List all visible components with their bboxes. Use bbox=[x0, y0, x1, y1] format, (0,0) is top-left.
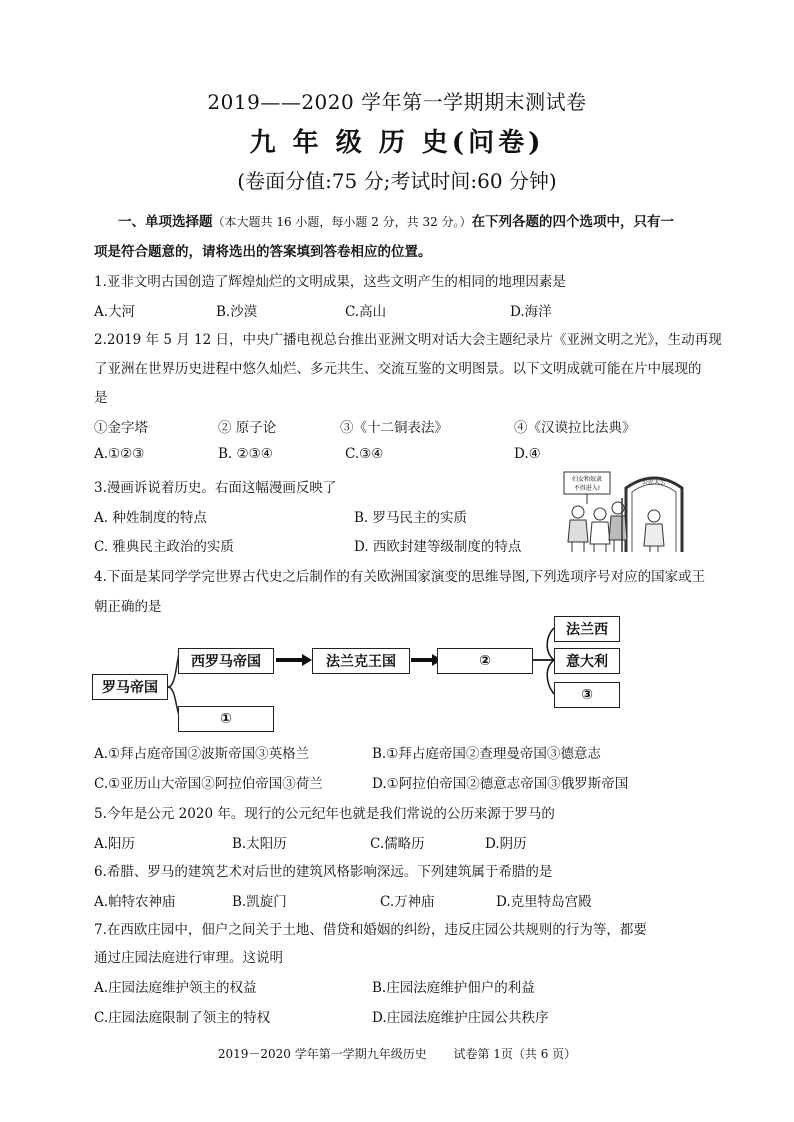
q7-stem-2: 通过庄园法庭进行审理。这说明 bbox=[94, 950, 283, 966]
q2-option-b[interactable]: B. ②③④ bbox=[218, 446, 273, 462]
q5-option-b[interactable]: B.太阳历 bbox=[232, 836, 287, 852]
q2-item-4: ④《汉谟拉比法典》 bbox=[514, 420, 636, 436]
democracy-cartoon-image bbox=[556, 468, 690, 554]
q6-option-a[interactable]: A.帕特农神庙 bbox=[94, 894, 176, 910]
exam-subject-title: 九 年 级 历 史(问卷) bbox=[249, 128, 545, 158]
exam-score-time: (卷面分值:75 分;考试时间:60 分钟) bbox=[237, 169, 557, 193]
q3-option-c[interactable]: C. 雅典民主政治的实质 bbox=[94, 539, 234, 555]
mindmap-blank-1-label: ① bbox=[220, 711, 232, 727]
q1-option-c[interactable]: C.高山 bbox=[345, 304, 387, 320]
page-footer bbox=[0, 1045, 794, 1062]
q7-stem-1: 7.在西欧庄园中，佃户之间关于土地、借贷和婚姻的纠纷，违反庄园公共规则的行为等，都要 bbox=[94, 922, 647, 938]
mindmap-frankish-box bbox=[312, 648, 410, 674]
cartoon-sign-text-1: 妇女和奴隶 bbox=[571, 476, 603, 483]
mindmap-blank-2-label: ② bbox=[479, 653, 491, 669]
q7-option-c[interactable]: C.庄园法庭限制了领主的特权 bbox=[94, 1010, 271, 1026]
q2-option-c[interactable]: C.③④ bbox=[345, 446, 384, 462]
q1-option-a[interactable]: A.大河 bbox=[94, 304, 136, 320]
mindmap-italy-label: 意大利 bbox=[566, 654, 608, 670]
q1-option-d[interactable]: D.海洋 bbox=[510, 304, 552, 320]
section-heading: 一、单项选择题 bbox=[118, 214, 213, 230]
mindmap-frankish-label: 法兰克王国 bbox=[326, 654, 396, 670]
q4-option-b[interactable]: B.①拜占庭帝国②查理曼帝国③德意志 bbox=[372, 746, 601, 762]
footer-page-number: 试卷第 1页（共 6 页） bbox=[453, 1047, 577, 1061]
q2-item-2: ② 原子论 bbox=[218, 420, 277, 436]
q3-option-a[interactable]: A. 种姓制度的特点 bbox=[94, 510, 207, 526]
q7-option-b[interactable]: B.庄园法庭维护佃户的利益 bbox=[372, 980, 535, 996]
mindmap-root-label: 罗马帝国 bbox=[102, 680, 158, 696]
q4-option-a[interactable]: A.①拜占庭帝国②波斯帝国③英格兰 bbox=[94, 746, 310, 762]
q2-item-3: ③《十二铜表法》 bbox=[340, 420, 448, 436]
footer-left: 2019－2020 学年第一学期九年级历史 bbox=[217, 1047, 427, 1061]
q7-option-d[interactable]: D.庄园法庭维护庄园公共秩序 bbox=[372, 1010, 549, 1026]
q2-option-a[interactable]: A.①②③ bbox=[94, 446, 145, 462]
q6-option-c[interactable]: C.万神庙 bbox=[380, 894, 435, 910]
q5-option-d[interactable]: D.阴历 bbox=[485, 836, 527, 852]
q3-stem: 3.漫画诉说着历史。右面这幅漫画反映了 bbox=[94, 480, 337, 496]
mindmap-blank-2-box bbox=[437, 648, 533, 674]
q1-stem: 1.亚非文明古国创造了辉煌灿烂的文明成果，这些文明产生的相同的地理因素是 bbox=[94, 274, 566, 290]
q4-stem-1: 4.下面是某同学学完世界古代史之后制作的有关欧洲国家演变的思维导图,下列选项序号对应的国家或王 bbox=[94, 569, 706, 585]
q2-item-1: ①金字塔 bbox=[94, 420, 148, 436]
q2-option-d[interactable]: D.④ bbox=[514, 446, 541, 462]
mindmap-blank-3-box bbox=[554, 682, 620, 708]
q5-option-c[interactable]: C.儒略历 bbox=[370, 836, 425, 852]
q5-option-a[interactable]: A.阳历 bbox=[94, 836, 136, 852]
section-instr-b: 项是符合题意的，请将选出的答案填到答卷相应的位置。 bbox=[94, 244, 432, 260]
q2-stem-1: 2.2019 年 5 月 12 日，中央广播电视总台推出亚洲文明对话大会主题纪录片《亚洲文明之光》，生动再现 bbox=[94, 332, 722, 348]
mindmap-west-roman-label: 西罗马帝国 bbox=[191, 654, 261, 670]
q3-option-b[interactable]: B. 罗马民主的实质 bbox=[354, 510, 468, 526]
q4-option-d[interactable]: D.①阿拉伯帝国②德意志帝国③俄罗斯帝国 bbox=[372, 776, 629, 792]
mindmap-france-label: 法兰西 bbox=[566, 622, 608, 638]
exam-title-year: 2019——2020 学年第一学期期末测试卷 bbox=[207, 90, 587, 114]
q2-stem-3: 是 bbox=[94, 390, 108, 406]
section-note: （本大题共 16 小题，每小题 2 分，共 32 分。） bbox=[212, 215, 472, 229]
q3-option-d[interactable]: D. 西欧封建等级制度的特点 bbox=[354, 539, 522, 555]
q4-stem-2: 朝正确的是 bbox=[94, 599, 162, 615]
q4-option-c[interactable]: C.①亚历山大帝国②阿拉伯帝国③荷兰 bbox=[94, 776, 323, 792]
mindmap-france-box bbox=[554, 616, 620, 642]
cartoon-sign-text-2: 不得进入! bbox=[573, 485, 601, 492]
mindmap-root-box bbox=[92, 674, 168, 700]
q1-option-b[interactable]: B.沙漠 bbox=[216, 304, 258, 320]
q5-stem: 5.今年是公元 2020 年。现行的公元纪年也就是我们常说的公历来源于罗马的 bbox=[94, 806, 555, 822]
q6-stem: 6.希腊、罗马的建筑艺术对后世的建筑风格影响深远。下列建筑属于希腊的是 bbox=[94, 864, 553, 880]
mindmap-connectors bbox=[88, 612, 628, 740]
cartoon-arch-text: 公民大会 bbox=[641, 479, 667, 486]
mindmap-italy-box bbox=[554, 648, 620, 674]
section-instr-a: 在下列各题的四个选项中，只有一 bbox=[471, 214, 675, 230]
mindmap-blank-3-label: ③ bbox=[581, 687, 593, 703]
q2-stem-2: 了亚洲在世界历史进程中悠久灿烂、多元共生、交流互鉴的文明图景。以下文明成就可能在片中展现的 bbox=[94, 361, 702, 377]
q6-option-d[interactable]: D.克里特岛宫殿 bbox=[496, 894, 592, 910]
mindmap-west-roman-box bbox=[178, 648, 274, 674]
q7-option-a[interactable]: A.庄园法庭维护领主的权益 bbox=[94, 980, 257, 996]
q6-option-b[interactable]: B.凯旋门 bbox=[232, 894, 287, 910]
mindmap-blank-1-box bbox=[178, 706, 274, 732]
section-instructions bbox=[118, 210, 674, 230]
